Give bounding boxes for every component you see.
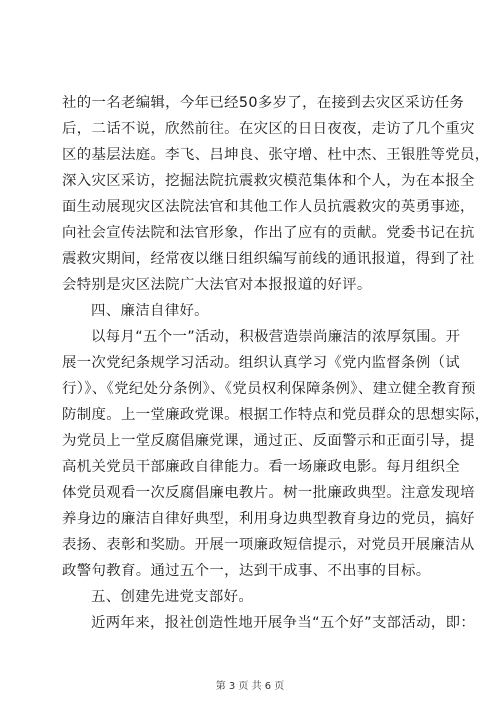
text-line: 五、创建先进党支部好。: [91, 589, 254, 605]
text-line: 政警句教育。通过五个一，达到干成事、不出事的目标。: [62, 563, 431, 579]
text-line: 行）》、《党纪处分条例》、《党员权利保障条例》、建立健全教育预: [62, 381, 476, 397]
text-line: 后，二话不说，欣然前往。在灾区的日日夜夜，走访了几个重灾: [62, 121, 475, 137]
text-line: 表扬、表彰和奖励。开展一项廉政短信提示，对党员开展廉洁从: [62, 537, 475, 553]
text-line: 养身边的廉洁自律好典型，利用身边典型教育身边的党员，搞好: [62, 511, 475, 527]
text-line: 为党员上一堂反腐倡廉党课，通过正、反面警示和正面引导，提: [62, 433, 475, 449]
text-line: 深入灾区采访，挖掘法院抗震救灾模范集体和个人，为在本报全: [62, 173, 475, 189]
text-line: 以每月“五个一”活动，积极营造崇尚廉洁的浓厚氛围。开: [91, 329, 461, 345]
text-line: 区的基层法庭。李飞、吕坤良、张守增、杜中杰、王银胜等党员，: [62, 147, 490, 163]
text-line: 会特别是灾区法院广大法官对本报报道的好评。: [62, 277, 372, 293]
document-body: [62, 90, 490, 636]
page-footer: 第 3 页 共 6 页: [215, 681, 285, 692]
text-line: 四、廉洁自律好。: [91, 303, 209, 319]
text-line: 防制度。上一堂廉政党课。根据工作特点和党员群众的思想实际，: [62, 407, 490, 423]
text-line: 面生动展现灾区法院法官和其他工作人员抗震救灾的英勇事迹，: [62, 199, 475, 215]
text-line: 向社会宣传法院和法官形象，作出了应有的贡献。党委书记在抗: [62, 225, 475, 241]
text-line: 高机关党员干部廉政自律能力。看一场廉政电影。每月组织全: [62, 459, 460, 475]
text-line: 近两年来，报社创造性地开展争当“五个好”支部活动，即：: [91, 615, 476, 631]
text-line: 社的一名老编辑，今年已经50多岁了，在接到去灾区采访任务: [62, 95, 465, 111]
text-line: 体党员观看一次反腐倡廉电教片。树一批廉政典型。注意发现培: [62, 485, 475, 501]
text-line: 震救灾期间，经常夜以继日组织编写前线的通讯报道，得到了社: [62, 251, 475, 267]
text-line: 展一次党纪条规学习活动。组织认真学习《党内监督条例（试: [62, 355, 460, 371]
